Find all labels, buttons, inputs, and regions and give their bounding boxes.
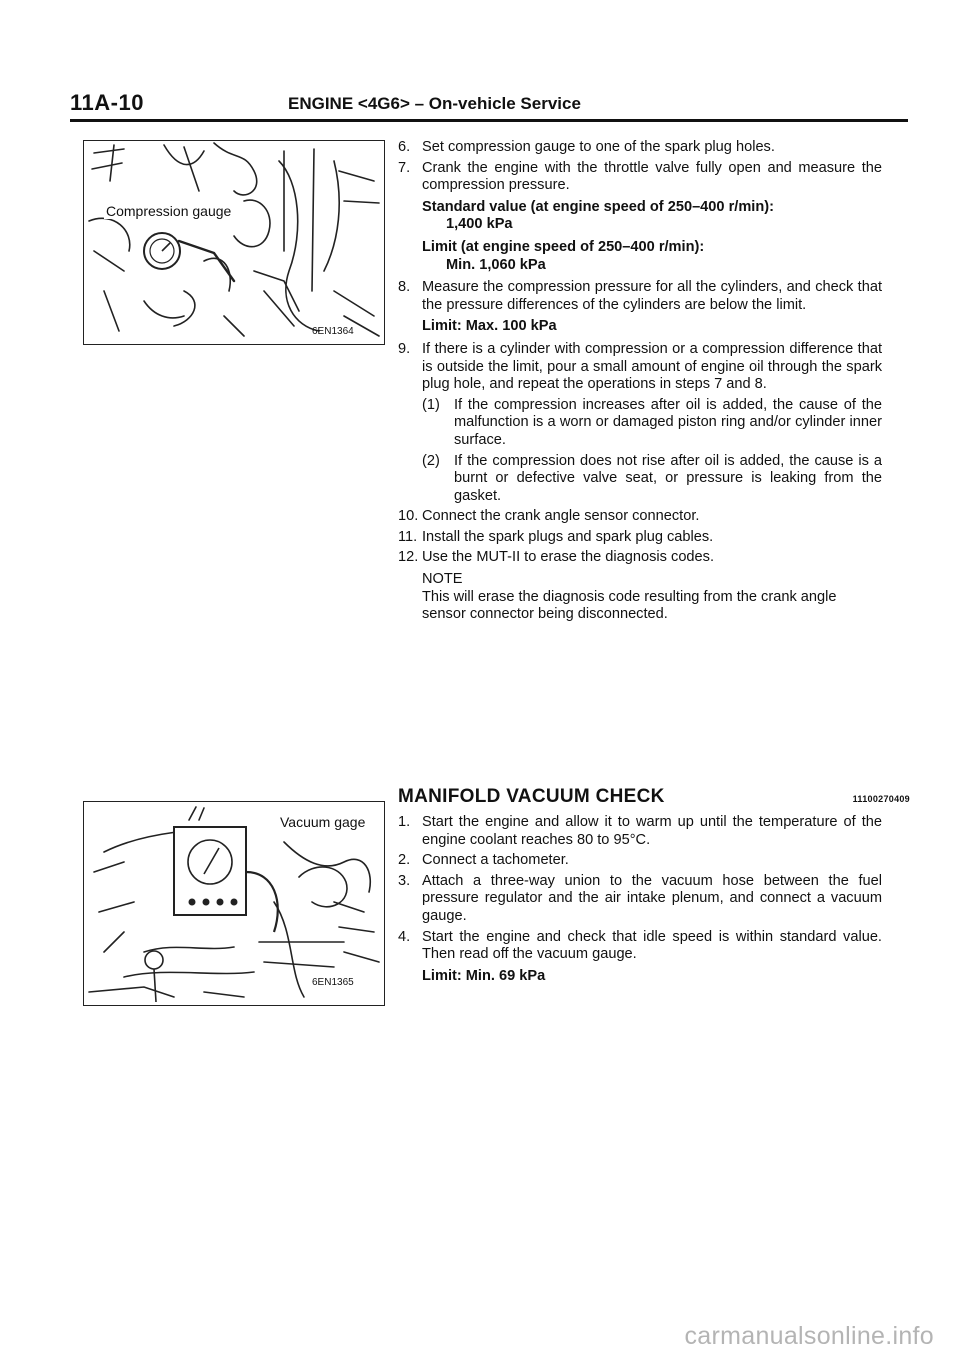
vacuum-step-2: 2. Connect a tachometer. xyxy=(398,852,569,869)
step-12: 12. Use the MUT-II to erase the diagnosis codes. xyxy=(398,549,715,566)
figure-code: 6EN1364 xyxy=(312,326,354,337)
note xyxy=(398,571,882,624)
vacuum-procedure xyxy=(398,814,882,990)
vacuum-step-4: 4. Start the engine and check that idle speed is within standard value. Then read off the vacuum gauge. xyxy=(398,928,882,963)
figure-label: Compression gauge xyxy=(106,203,232,219)
vacuum-step-3: 3. Attach a three-way union to the vacuum hose between the fuel pressure regulator and the air intake plenum, and connect a vacuum gauge. xyxy=(398,872,882,924)
page-number: 11A-10 xyxy=(70,90,144,115)
heading-title: MANIFOLD VACUUM CHECK xyxy=(398,786,665,807)
step-9-sub-2: (2) If the compression does not rise after oil is added, the cause is a burnt or defective valve seat, or pressure is leaking from the gasket. xyxy=(422,452,882,504)
note-label: NOTE xyxy=(422,571,463,588)
step-9: 9. If there is a cylinder with compression or a compression difference that is outside the limit, pour a small amount of engine oil through the spark plug hole, and repeat the operations in steps 7 and 8. xyxy=(398,340,882,393)
section-heading xyxy=(398,786,910,810)
step-6: 6. Set compression gauge to one of the spark plug holes. xyxy=(398,139,775,155)
step-10: 10. Connect the crank angle sensor connector. xyxy=(398,508,700,525)
compression-procedure xyxy=(398,139,882,624)
spec-standard-value: Standard value (at engine speed of 250–400 r/min): 1,400 kPa xyxy=(422,198,774,233)
vacuum-gauge-illustration-icon xyxy=(84,802,384,1005)
header-rule xyxy=(70,119,908,122)
vacuum-spec-limit: Limit: Min. 69 kPa xyxy=(422,967,546,984)
figure-label: Vacuum gage xyxy=(280,814,366,830)
figure-vacuum-gauge xyxy=(83,801,385,1006)
compression-gauge-illustration-icon xyxy=(84,141,384,344)
step-9-sub-1: (1) If the compression increases after oil is added, the cause of the malfunction is a worn or damaged piston ring and/or cylinder inner surface. xyxy=(422,396,882,448)
step-7: 7. Crank the engine with the throttle valve fully open and measure the compression pressure. xyxy=(398,159,882,194)
spec-limit: Limit (at engine speed of 250–400 r/min): Min. 1,060 kPa xyxy=(422,238,705,273)
figure-compression-gauge xyxy=(83,140,385,345)
watermark: carmanualsonline.info xyxy=(684,1322,934,1350)
note-text: This will erase the diagnosis code resulting from the crank angle sensor connector being disconnected. xyxy=(422,588,837,623)
page-header xyxy=(70,90,908,120)
step-11: 11. Install the spark plugs and spark plug cables. xyxy=(398,528,714,545)
heading-code: 11100270409 xyxy=(852,794,910,804)
section-title: ENGINE <4G6> – On-vehicle Service xyxy=(288,94,581,113)
step-8: 8. Measure the compression pressure for all the cylinders, and check that the pressure differences of the cylinders are below the limit. xyxy=(398,279,882,313)
spec-limit-difference: Limit: Max. 100 kPa xyxy=(422,318,557,335)
vacuum-step-1: 1. Start the engine and allow it to warm up until the temperature of the engine coolant reaches 80 to 95°C. xyxy=(398,814,882,848)
figure-code: 6EN1365 xyxy=(312,977,354,988)
